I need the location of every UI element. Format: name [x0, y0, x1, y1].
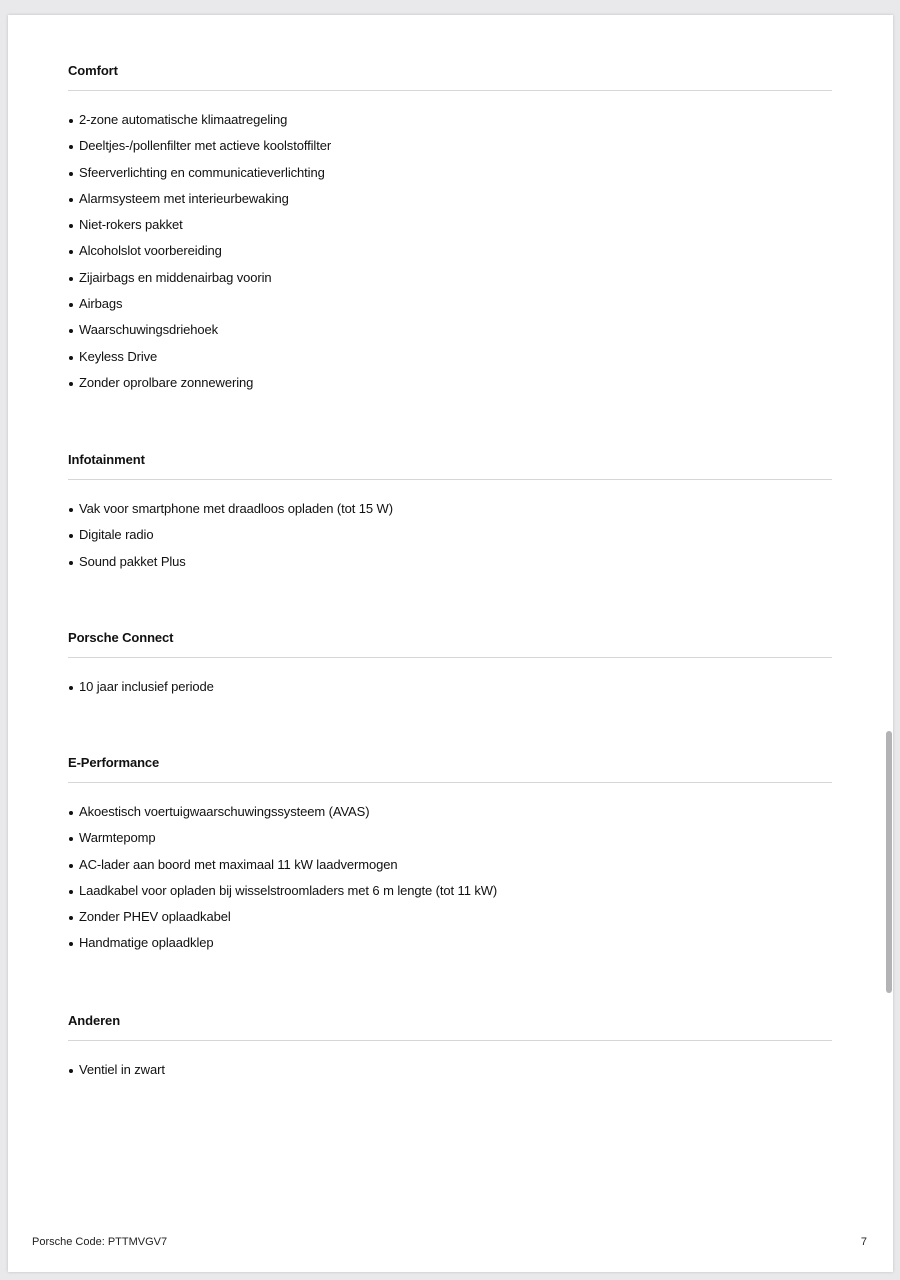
item-label: AC-lader aan boord met maximaal 11 kW laadvermogen — [79, 856, 398, 872]
item-label: Zonder PHEV oplaadkabel — [79, 909, 231, 925]
item-label: 10 jaar inclusief periode — [79, 679, 214, 694]
bullet-icon — [69, 890, 73, 894]
list-item — [68, 804, 497, 830]
bullet-icon — [69, 277, 73, 281]
section-title: E-Performance — [68, 755, 160, 770]
bullet-icon — [69, 303, 73, 307]
bullet-icon — [69, 172, 73, 176]
item-label: Airbags — [79, 296, 123, 312]
bullet-icon — [69, 1069, 73, 1073]
list-item — [68, 217, 331, 243]
section-divider — [68, 657, 832, 658]
feature-list — [68, 112, 331, 401]
feature-list — [68, 501, 393, 580]
list-item — [68, 270, 331, 296]
list-item — [68, 909, 497, 935]
bullet-icon — [69, 356, 73, 360]
bullet-icon — [69, 864, 73, 868]
list-item — [68, 527, 393, 553]
bullet-icon — [69, 534, 73, 538]
list-item — [68, 112, 331, 138]
list-item — [68, 243, 331, 269]
section-e-performance — [68, 755, 832, 951]
feature-list — [68, 679, 214, 705]
list-item — [68, 138, 331, 164]
item-label: Alarmsysteem met interieurbewaking — [79, 190, 289, 206]
section-divider — [68, 782, 832, 783]
list-item — [68, 501, 393, 527]
bullet-icon — [69, 686, 73, 690]
section-porsche-connect — [68, 630, 832, 694]
feature-list — [68, 1062, 165, 1088]
section-title: Infotainment — [68, 452, 145, 467]
list-item — [68, 165, 331, 191]
item-label: Sound pakket Plus — [79, 553, 186, 569]
bullet-icon — [69, 508, 73, 512]
item-label: Alcoholslot voorbereiding — [79, 243, 222, 259]
item-label: Ventiel in zwart — [79, 1062, 165, 1077]
porsche-code: Porsche Code: PTTMVGV7 — [32, 1236, 168, 1248]
section-divider — [68, 1040, 832, 1041]
list-item — [68, 830, 497, 856]
section-title: Porsche Connect — [68, 630, 174, 645]
item-label: Waarschuwingsdriehoek — [79, 322, 219, 338]
bullet-icon — [69, 916, 73, 920]
item-label: Warmtepomp — [79, 830, 156, 846]
scrollbar-thumb[interactable] — [886, 731, 892, 993]
list-item — [68, 296, 331, 322]
item-label: 2-zone automatische klimaatregeling — [79, 112, 288, 127]
item-label: Akoestisch voertuigwaarschuwingssysteem (AVAS) — [79, 804, 370, 819]
list-item — [68, 935, 497, 961]
list-item — [68, 322, 331, 348]
list-item — [68, 349, 331, 375]
bullet-icon — [69, 561, 73, 565]
bullet-icon — [69, 382, 73, 386]
item-label: Vak voor smartphone met draadloos opladen (tot 15 W) — [79, 501, 393, 516]
item-label: Zonder oprolbare zonnewering — [79, 374, 254, 390]
bullet-icon — [69, 145, 73, 149]
feature-list — [68, 804, 497, 962]
section-infotainment — [68, 452, 832, 569]
bullet-icon — [69, 942, 73, 946]
item-label: Zijairbags en middenairbag voorin — [79, 269, 272, 285]
item-label: Sfeerverlichting en communicatieverlichting — [79, 164, 325, 180]
document-page — [8, 15, 893, 1272]
list-item — [68, 679, 214, 705]
section-divider — [68, 90, 832, 91]
item-label: Laadkabel voor opladen bij wisselstroomladers met 6 m lengte (tot 11 kW) — [79, 882, 498, 898]
section-title: Anderen — [68, 1013, 121, 1028]
bullet-icon — [69, 119, 73, 123]
section-divider — [68, 479, 832, 480]
bullet-icon — [69, 811, 73, 815]
list-item — [68, 883, 497, 909]
item-label: Digitale radio — [79, 527, 154, 543]
section-title: Comfort — [68, 63, 118, 78]
list-item — [68, 857, 497, 883]
item-label: Handmatige oplaadklep — [79, 935, 214, 951]
vertical-scrollbar[interactable] — [886, 15, 893, 1272]
list-item — [68, 191, 331, 217]
item-label: Keyless Drive — [79, 348, 158, 364]
bullet-icon — [69, 198, 73, 202]
item-label: Deeltjes-/pollenfilter met actieve koolstoffilter — [79, 138, 332, 154]
list-item — [68, 375, 331, 401]
bullet-icon — [69, 250, 73, 254]
list-item — [68, 1062, 165, 1088]
bullet-icon — [69, 329, 73, 333]
section-comfort — [68, 63, 832, 390]
item-label: Niet-rokers pakket — [79, 217, 183, 233]
bullet-icon — [69, 224, 73, 228]
bullet-icon — [69, 837, 73, 841]
page-number: 7 — [860, 1236, 867, 1248]
list-item — [68, 554, 393, 580]
section-anderen — [68, 1013, 832, 1077]
